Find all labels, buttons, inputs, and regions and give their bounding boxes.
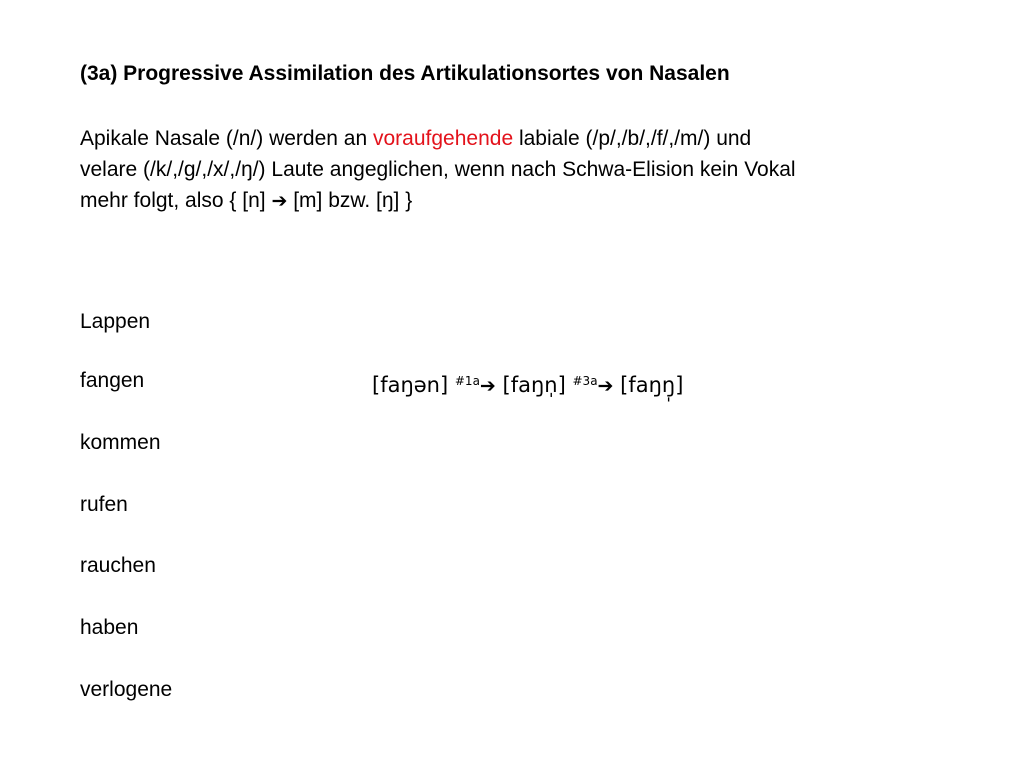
slide-title: (3a) Progressive Assimilation des Artikulationsortes von Nasalen: [80, 62, 730, 85]
word-item: verlogene: [80, 678, 173, 701]
word-item: kommen: [80, 431, 161, 454]
paragraph-line-1: [80, 123, 980, 154]
paragraph-text: Apikale Nasale (/n/) werden an: [80, 127, 373, 150]
arrow-right-icon: ➔: [479, 375, 496, 397]
word-item: Lappen: [80, 310, 151, 333]
paragraph-text: [m] bzw. [ŋ] }: [287, 189, 413, 212]
arrow-right-icon: ➔: [597, 375, 614, 397]
ipa-step-3: [faŋŋ̩]: [620, 373, 684, 397]
paragraph-line-3: [80, 185, 980, 217]
word-item: rufen: [80, 493, 128, 516]
word-item: fangen: [80, 369, 145, 392]
word-item: haben: [80, 616, 139, 639]
rule-label-1: #1a: [454, 374, 480, 388]
word-item: rauchen: [80, 554, 156, 577]
description-paragraph: [80, 123, 980, 217]
paragraph-text: mehr folgt, also { [n]: [80, 189, 272, 212]
rule-label-2: #3a: [572, 374, 598, 388]
highlighted-term: voraufgehende: [373, 127, 514, 150]
arrow-right-icon: ➔: [271, 191, 288, 212]
ipa-step-1: [faŋən]: [372, 373, 449, 397]
transcription-derivation: [372, 366, 683, 401]
paragraph-text: labiale (/p/,/b/,/f/,/m/) und: [513, 127, 752, 150]
paragraph-line-2: velare (/k/,/g/,/x/,/ŋ/) Laute angeglichen, wenn nach Schwa-Elision kein Vokal: [80, 158, 796, 181]
ipa-step-2: [faŋn̩]: [502, 373, 566, 397]
